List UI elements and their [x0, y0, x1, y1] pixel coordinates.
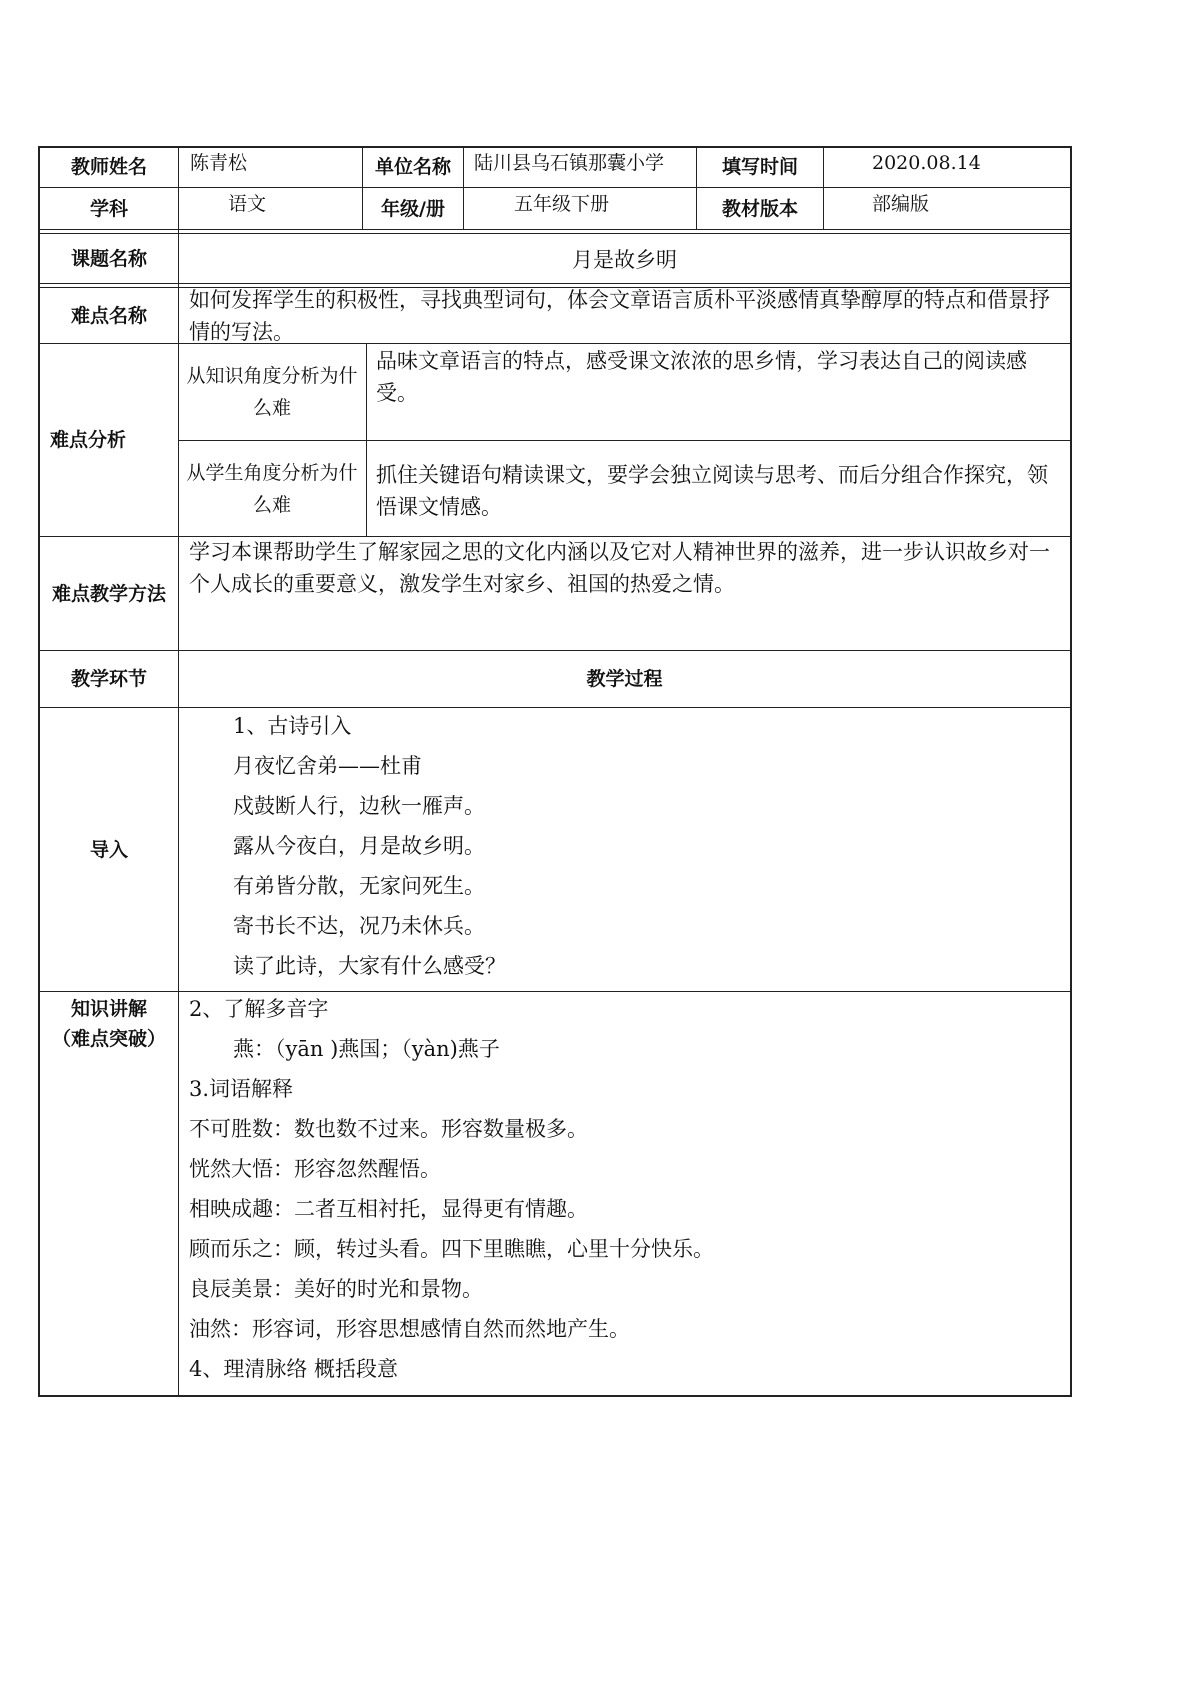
knowledge-label-line2: （难点突破） — [51, 1028, 166, 1050]
process-header: 教学过程 — [586, 668, 663, 690]
grade-value: 五年级下册 — [514, 193, 610, 215]
knowledge-label — [40, 994, 178, 1054]
difficulty-text: 如何发挥学生的积极性，寻找典型词句，体会文章语言质朴平淡感情真挚醇厚的特点和借景抒情的写法。 — [189, 288, 1050, 344]
row-rule — [38, 707, 1072, 708]
topic-value: 月是故乡明 — [572, 247, 677, 272]
intro-line: 读了此诗，大家有什么感受？ — [233, 954, 506, 978]
method-label: 难点教学方法 — [51, 582, 166, 605]
student-angle-label: 从学生角度分析为什么难 — [186, 461, 358, 516]
teacher-value: 陈青松 — [190, 152, 248, 174]
intro-line: 有弟皆分散，无家问死生。 — [233, 874, 485, 898]
knowledge-angle-label: 从知识角度分析为什么难 — [186, 365, 358, 419]
teacher-label: 教师姓名 — [70, 156, 147, 178]
row-rule — [38, 229, 1072, 230]
knowledge-line: 2、了解多音字 — [189, 997, 329, 1021]
knowledge-line: 4、理清脉络 概括段意 — [189, 1357, 399, 1381]
date-value: 2020.08.14 — [872, 152, 981, 174]
table-border-right — [1070, 146, 1072, 1396]
knowledge-angle-text: 品味文章语言的特点，感受课文浓浓的思乡情，学习表达自己的阅读感受。 — [376, 349, 1027, 405]
knowledge-label-line1: 知识讲解 — [70, 998, 147, 1020]
analysis-label: 难点分析 — [50, 429, 127, 451]
date-label: 填写时间 — [721, 156, 798, 178]
intro-line: 露从今夜白，月是故乡明。 — [233, 834, 485, 858]
intro-label: 导入 — [89, 838, 128, 861]
method-text: 学习本课帮助学生了解家园之思的文化内涵以及它对人精神世界的滋养，进一步认识故乡对一个人成长的重要意义，激发学生对家乡、祖国的热爱之情。 — [189, 540, 1050, 596]
knowledge-line: 油然：形容词，形容思想感情自然而然地产生。 — [189, 1317, 630, 1341]
intro-line: 1、古诗引入 — [233, 714, 352, 738]
knowledge-line: 恍然大悟：形容忽然醒悟。 — [189, 1157, 441, 1181]
edition-value: 部编版 — [872, 193, 930, 215]
intro-line: 月夜忆舍弟——杜甫 — [233, 754, 422, 778]
student-angle-text: 抓住关键语句精读课文，要学会独立阅读与思考、而后分组合作探究，领悟课文情感。 — [376, 463, 1048, 519]
edition-label: 教材版本 — [721, 198, 798, 220]
grade-label: 年级/册 — [381, 198, 445, 220]
row-rule — [38, 991, 1072, 992]
intro-line: 戍鼓断人行，边秋一雁声。 — [233, 794, 485, 818]
row-rule — [38, 187, 1072, 188]
table-border-bottom — [38, 1395, 1072, 1397]
subject-label: 学科 — [89, 198, 128, 220]
knowledge-line: 相映成趣：二者互相衬托，显得更有情趣。 — [189, 1197, 588, 1221]
table-border-top — [38, 146, 1072, 148]
knowledge-line: 燕：（yān )燕国；（yàn)燕子 — [233, 1037, 500, 1061]
knowledge-line: 不可胜数：数也数不过来。形容数量极多。 — [189, 1117, 588, 1141]
knowledge-line: 良辰美景：美好的时光和景物。 — [189, 1277, 483, 1301]
col-rule — [178, 146, 179, 1396]
topic-label: 课题名称 — [70, 247, 147, 270]
knowledge-line: 顾而乐之：顾，转过头看。四下里瞧瞧，心里十分快乐。 — [189, 1237, 714, 1261]
unit-value: 陆川县乌石镇那囊小学 — [474, 152, 665, 174]
difficulty-label: 难点名称 — [70, 304, 147, 327]
col-rule — [823, 146, 824, 230]
col-rule — [463, 146, 464, 230]
intro-line: 寄书长不达，况乃未休兵。 — [233, 914, 485, 938]
col-rule — [366, 343, 367, 537]
subject-value: 语文 — [228, 193, 267, 215]
stage-header: 教学环节 — [70, 668, 147, 690]
unit-label: 单位名称 — [374, 156, 451, 178]
knowledge-line: 3.词语解释 — [189, 1077, 294, 1101]
